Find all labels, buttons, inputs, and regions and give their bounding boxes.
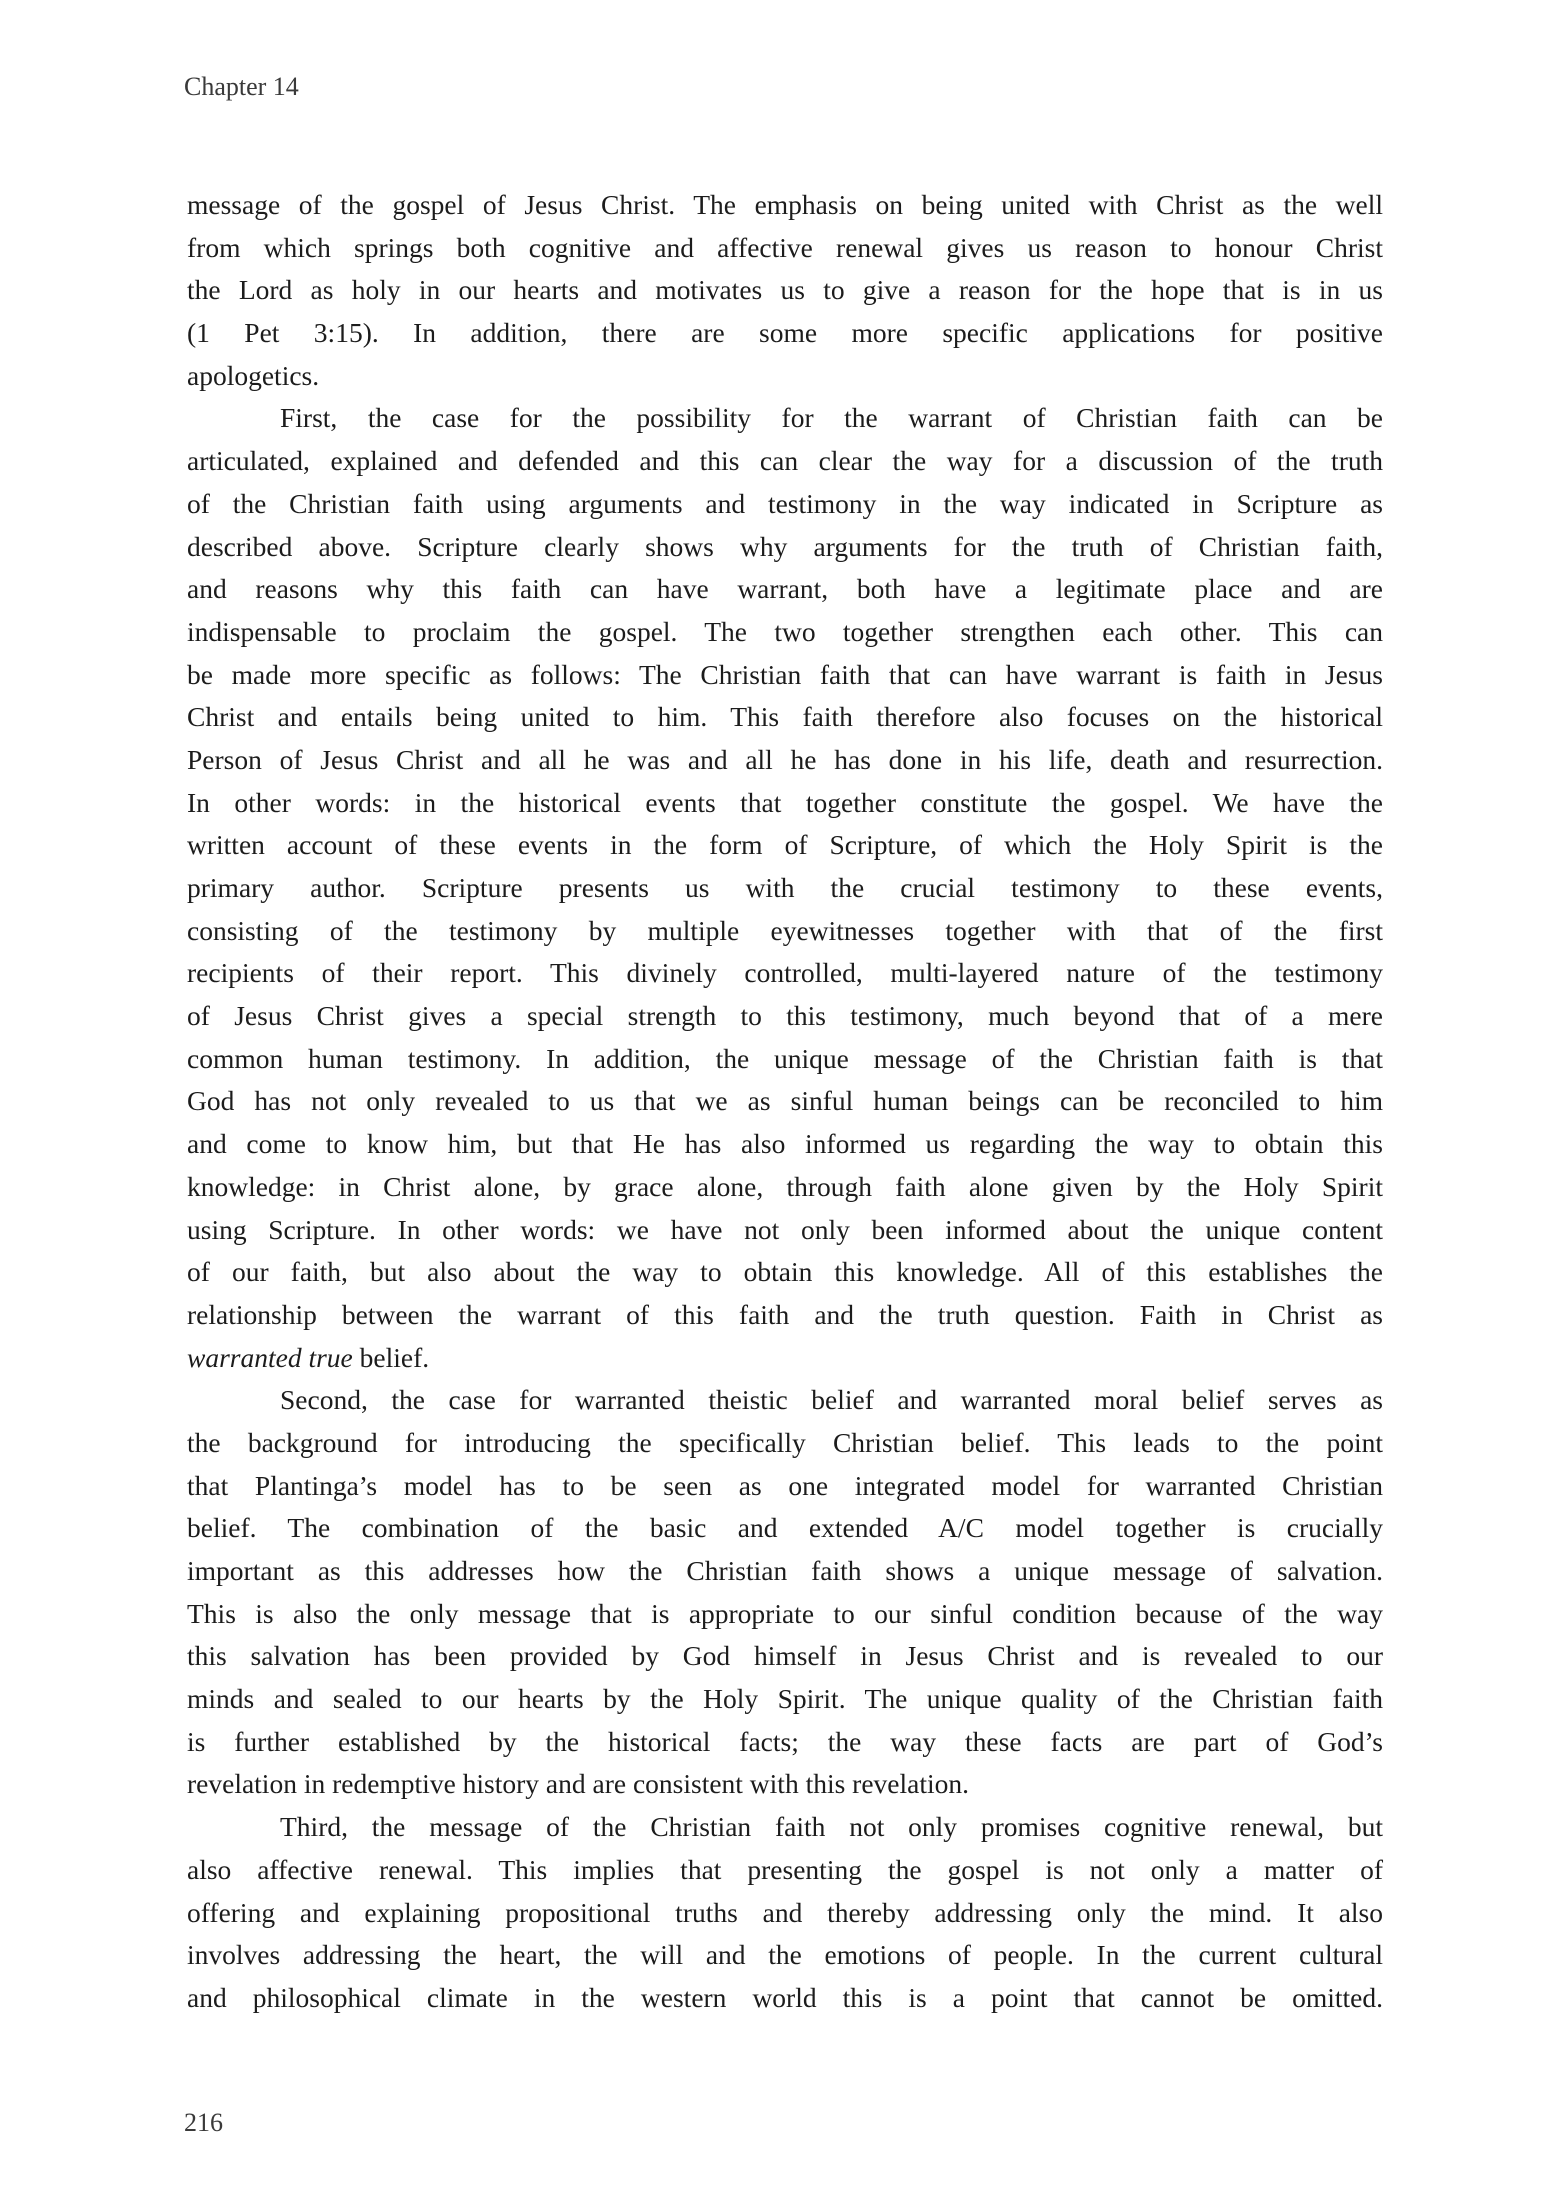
text-line: described above. Scripture clearly shows why arguments for the truth of Christian faith, — [187, 530, 1383, 562]
text-line: In other words: in the historical events that together constitute the gospel. We have the — [187, 786, 1383, 818]
paragraph — [187, 184, 1383, 397]
text-line: important as this addresses how the Christian faith shows a unique message of salvation. — [187, 1555, 1383, 1586]
text-line: the Lord as holy in our hearts and motivates us to give a reason for the hope that is in us — [187, 274, 1383, 306]
text-line: that Plantinga’s model has to be seen as one integrated model for warranted Christian — [187, 1469, 1383, 1501]
text-line: is further established by the historical facts; the way these facts are part of God’s — [187, 1725, 1383, 1757]
text-line: First, the case for the possibility for the warrant of Christian faith can be — [280, 402, 1383, 434]
running-head: Chapter 14 — [184, 72, 299, 101]
text-line: involves addressing the heart, the will and the emotions of people. In the current cultural — [187, 1939, 1383, 1971]
text-line: Second, the case for warranted theistic belief and warranted moral belief serves as — [280, 1384, 1383, 1416]
paragraph — [187, 1806, 1383, 2019]
text-line: this salvation has been provided by God himself in Jesus Christ and is revealed to our — [187, 1640, 1383, 1672]
text-line: and reasons why this faith can have warrant, both have a legitimate place and are — [187, 573, 1383, 605]
text-line: relationship between the warrant of this faith and the truth question. Faith in Christ as — [187, 1298, 1383, 1330]
text-line: revelation in redemptive history and are consistent with this revelation. — [187, 1768, 970, 1800]
text-span: belief. — [352, 1341, 430, 1373]
emphasis-text: warranted true — [187, 1341, 353, 1373]
text-line: of the Christian faith using arguments and testimony in the way indicated in Scripture as — [187, 487, 1383, 519]
paragraph — [187, 397, 1383, 1379]
text-line: belief. The combination of the basic and extended A/C model together is crucially — [187, 1512, 1383, 1544]
text-line: primary author. Scripture presents us with the crucial testimony to these events, — [187, 872, 1383, 903]
text-line: recipients of their report. This divinely controlled, multi-layered nature of the testimony — [187, 957, 1383, 989]
text-line: written account of these events in the form of Scripture, of which the Holy Spirit is the — [187, 829, 1383, 861]
text-line: Person of Jesus Christ and all he was and all he has done in his life, death and resurrection. — [187, 743, 1383, 775]
body-text — [187, 184, 1383, 2020]
text-line — [187, 1337, 1383, 1380]
text-line: also affective renewal. This implies that presenting the gospel is not only a matter of — [187, 1853, 1383, 1885]
text-line: Third, the message of the Christian faith not only promises cognitive renewal, but — [280, 1811, 1383, 1843]
page-number: 216 — [184, 2108, 223, 2137]
text-line: using Scripture. In other words: we have not only been informed about the unique content — [187, 1213, 1383, 1245]
text-line: minds and sealed to our hearts by the Holy Spirit. The unique quality of the Christian faith — [187, 1683, 1383, 1715]
text-line: Christ and entails being united to him. This faith therefore also focuses on the historical — [187, 701, 1383, 733]
text-line: from which springs both cognitive and affective renewal gives us reason to honour Christ — [187, 231, 1383, 263]
text-line: apologetics. — [187, 359, 320, 391]
text-line: the background for introducing the specifically Christian belief. This leads to the point — [187, 1426, 1383, 1458]
paragraph — [187, 1379, 1383, 1806]
text-line: be made more specific as follows: The Christian faith that can have warrant is faith in Jesus — [187, 658, 1383, 690]
text-line: of Jesus Christ gives a special strength to this testimony, much beyond that of a mere — [187, 1000, 1383, 1032]
text-line: knowledge: in Christ alone, by grace alone, through faith alone given by the Holy Spirit — [187, 1170, 1383, 1202]
text-line: and come to know him, but that He has also informed us regarding the way to obtain this — [187, 1128, 1383, 1160]
text-line: of our faith, but also about the way to obtain this knowledge. All of this establishes the — [187, 1256, 1383, 1288]
text-line: indispensable to proclaim the gospel. The two together strengthen each other. This can — [187, 615, 1383, 647]
text-line: (1 Pet 3:15). In addition, there are some more specific applications for positive — [187, 317, 1383, 349]
text-line: message of the gospel of Jesus Christ. The emphasis on being united with Christ as the well — [187, 189, 1383, 220]
text-line: and philosophical climate in the western world this is a point that cannot be omitted. — [187, 1981, 1383, 2013]
text-line: offering and explaining propositional truths and thereby addressing only the mind. It also — [187, 1896, 1383, 1928]
text-line: articulated, explained and defended and this can clear the way for a discussion of the truth — [187, 445, 1383, 477]
text-line: God has not only revealed to us that we as sinful human beings can be reconciled to him — [187, 1085, 1383, 1117]
text-line: This is also the only message that is appropriate to our sinful condition because of the way — [187, 1597, 1383, 1629]
text-line: common human testimony. In addition, the unique message of the Christian faith is that — [187, 1042, 1383, 1074]
text-line: consisting of the testimony by multiple eyewitnesses together with that of the first — [187, 914, 1383, 946]
